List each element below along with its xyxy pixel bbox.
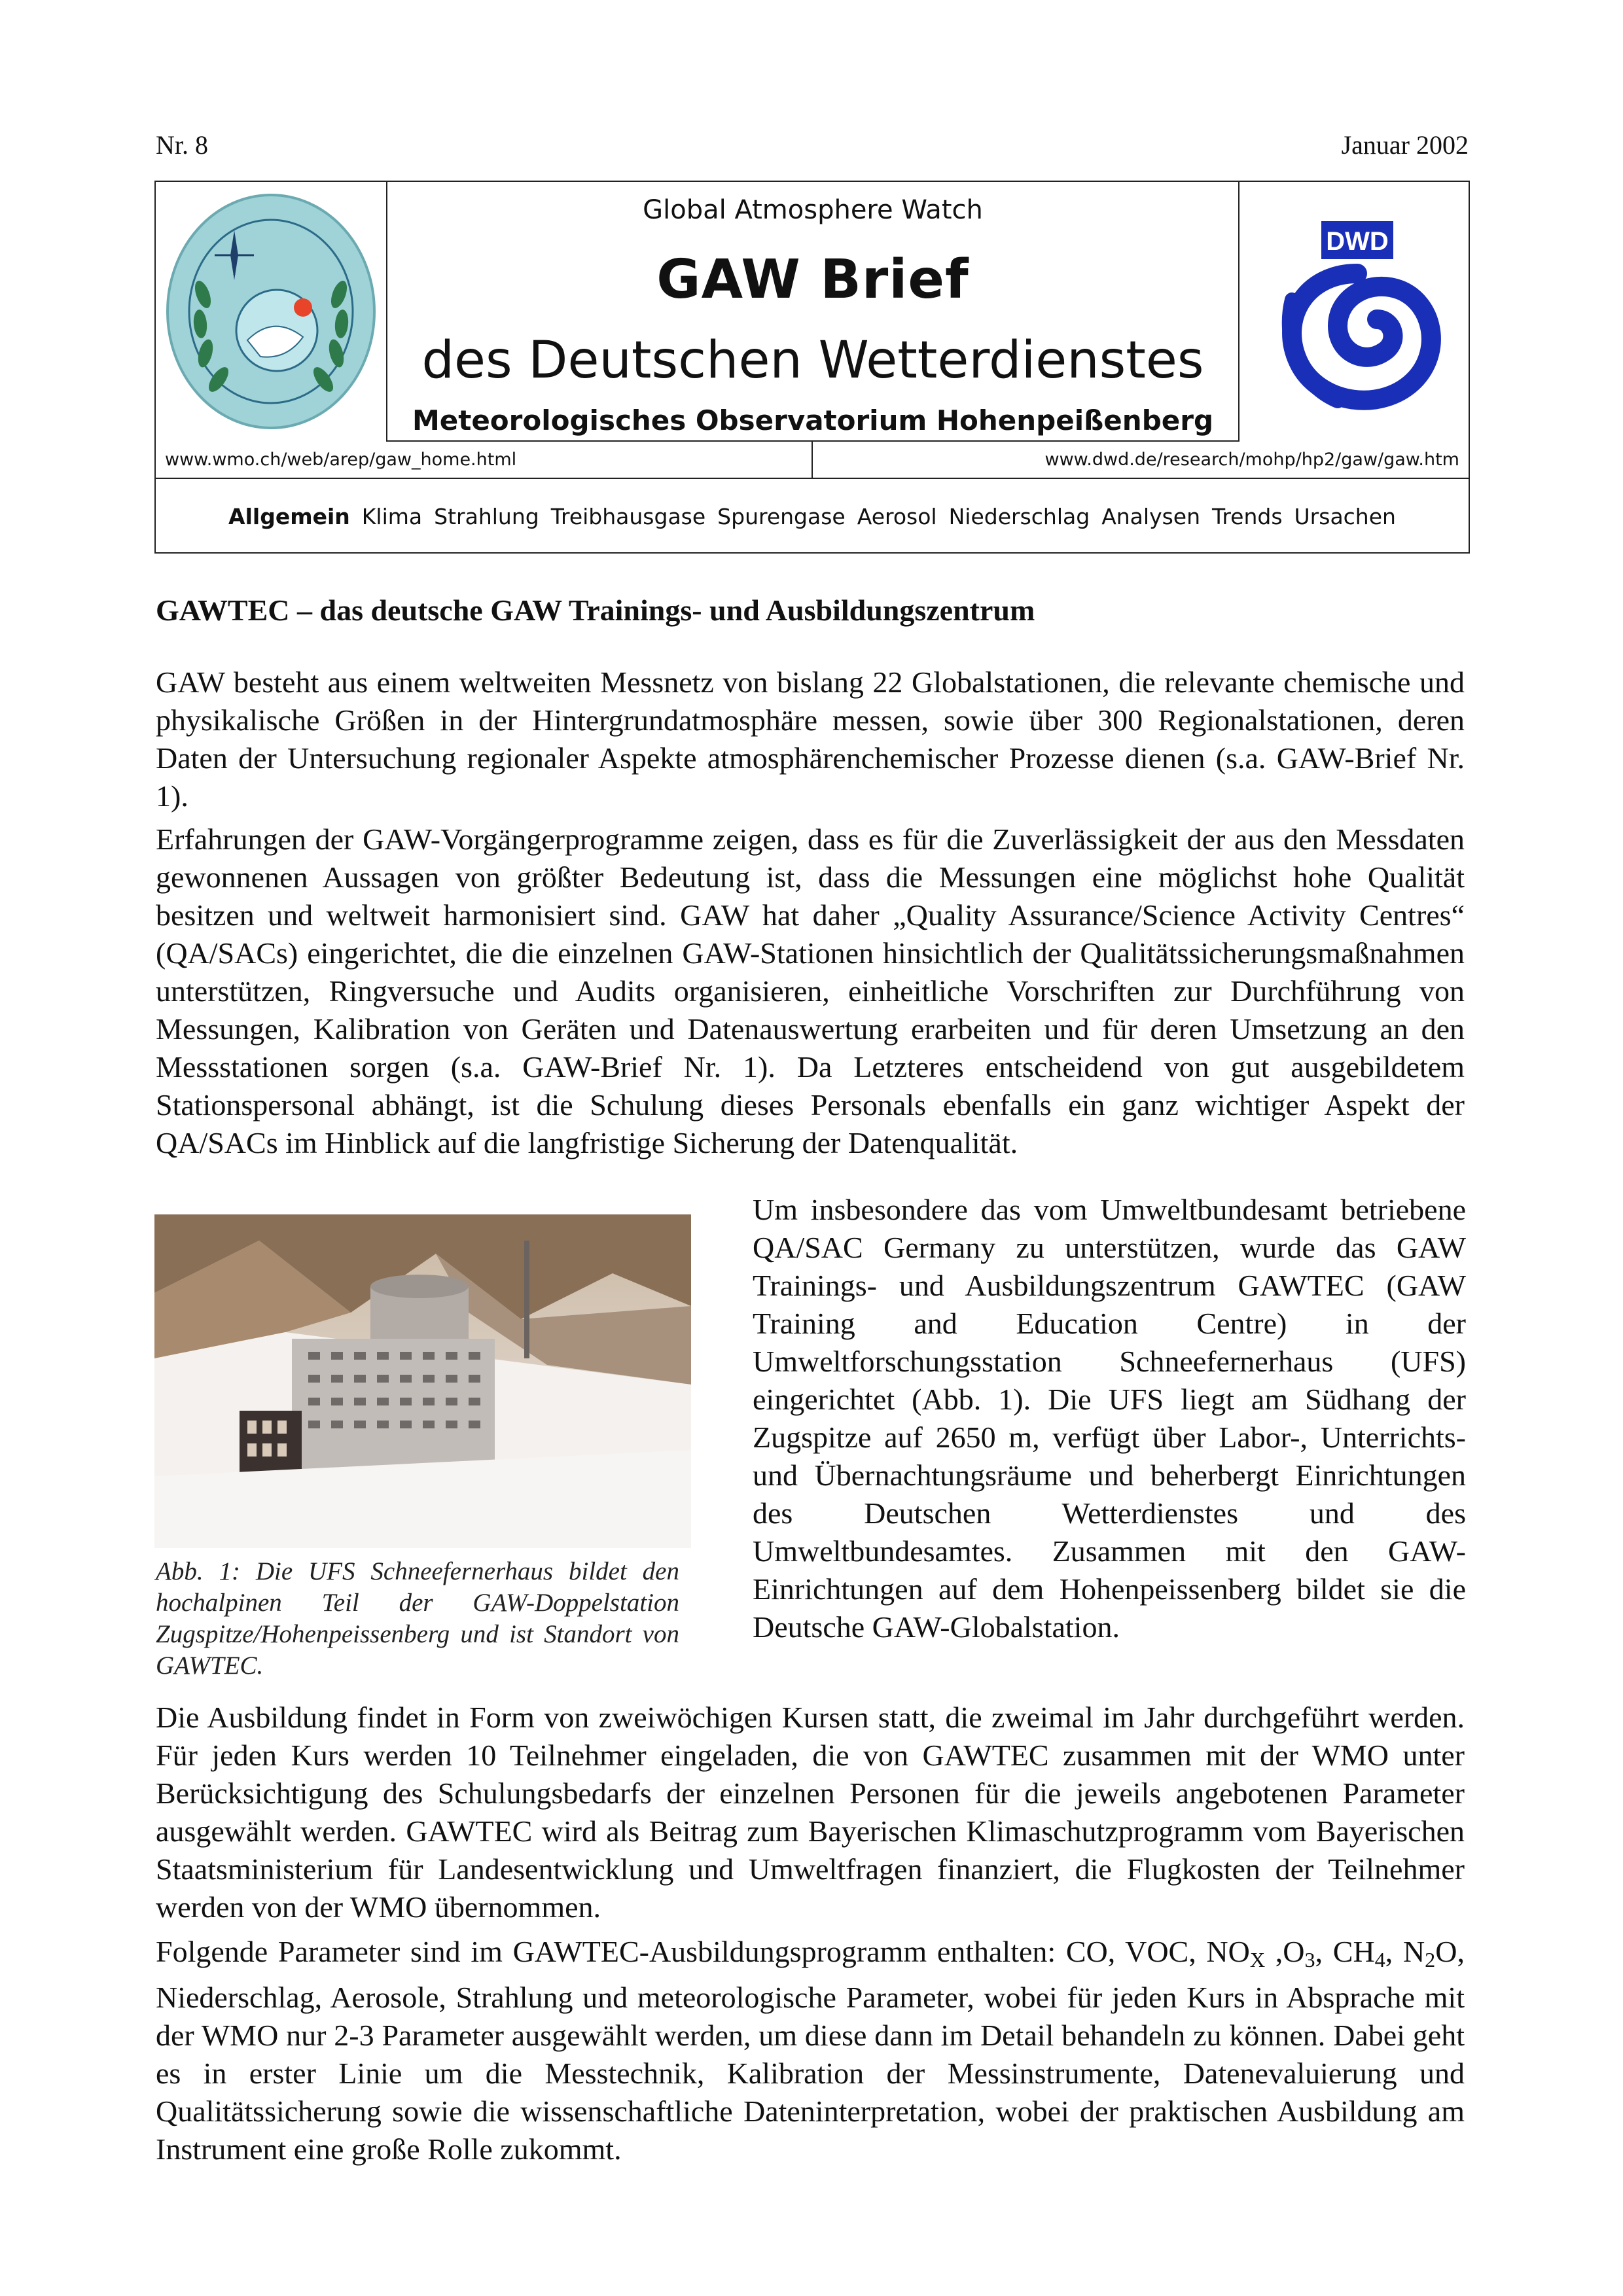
para4-text-c: , CH	[1315, 1935, 1375, 1968]
article-paragraph-4	[156, 1933, 1465, 2168]
n2o-subscript: 2	[1425, 1948, 1436, 1972]
dwd-url-link[interactable]: www.dwd.de/research/mohp/hp2/gaw/gaw.htm	[1044, 450, 1459, 470]
dwd-logo	[1253, 221, 1462, 424]
masthead-title-block	[386, 182, 1240, 442]
para4-text-b: ,O	[1265, 1935, 1305, 1968]
para4-text-e: O, Niederschlag, Aerosole, Strahlung und meteorologische Parameter, wobei für jeden Kurs in Absprache mit der WMO nur 2-3 Parameter ausgewählt werden, um diese dann im Detail behandeln zu können. Dabei geht es in erster Linie um die Messtechnik, Kalibration der Messinstrumente, Datenevaluierung und Qualitätssicherung sowie die wissenschaftliche Dateninterpretation, wobei der praktischen Ausbildung am Instrument eine große Rolle zukommt.	[156, 1935, 1465, 2166]
masthead-title: GAW Brief	[656, 249, 969, 311]
nox-subscript: X	[1249, 1948, 1266, 1972]
issue-number: Nr. 8	[156, 130, 208, 160]
topics-nav	[156, 479, 1469, 554]
issue-date: Januar 2002	[1341, 130, 1469, 160]
topic-allgemein[interactable]: Allgemein	[228, 503, 350, 529]
wmo-gaw-logo	[162, 190, 380, 433]
topic-treibhausgase[interactable]: Treibhausgase	[550, 503, 706, 529]
topic-strahlung[interactable]: Strahlung	[434, 503, 539, 529]
o3-subscript: 3	[1304, 1948, 1315, 1972]
masthead-subtitle: des Deutschen Wetterdienstes	[421, 331, 1204, 390]
dwd-logo-text: DWD	[1326, 227, 1389, 256]
topic-ursachen[interactable]: Ursachen	[1294, 503, 1396, 529]
ch4-subscript: 4	[1374, 1948, 1385, 1972]
article-paragraph-3: Die Ausbildung findet in Form von zweiwöchigen Kursen statt, die zweimal im Jahr durchgeführt werden. Für jeden Kurs werden 10 Teilnehmer eingeladen, die von GAWTEC zusammen mit der WMO unter Berücksichtigung des Schulungsbedarfs der einzelnen Personen für die jeweils angebotenen Parameter ausgewählt werden. GAWTEC wird als Beitrag zum Bayerischen Klimaschutzprogramm vom Bayerischen Staatsministerium für Landesentwicklung und Umweltfragen finanziert, die Flugkosten der Teilnehmer werden von der WMO übernommen.	[156, 1701, 1465, 1924]
masthead	[154, 181, 1470, 554]
article-headline: GAWTEC – das deutsche GAW Trainings- und Ausbildungszentrum	[156, 593, 1035, 627]
article-paragraph-1: GAW besteht aus einem weltweiten Messnetz von bislang 22 Globalstationen, die relevante chemische und physikalische Größen in der Hintergrundatmosphäre messen, sowie über 300 Regionalstationen, deren Daten der Untersuchung regionaler Aspekte atmosphärenchemischer Prozesse dienen (s.a. GAW-Brief Nr. 1).	[156, 665, 1465, 813]
topic-niederschlag[interactable]: Niederschlag	[948, 503, 1090, 529]
topic-klima[interactable]: Klima	[361, 503, 423, 529]
wmo-url-link[interactable]: www.wmo.ch/web/arep/gaw_home.html	[165, 450, 517, 470]
topic-analysen[interactable]: Analysen	[1101, 503, 1201, 529]
topic-aerosol[interactable]: Aerosol	[857, 503, 937, 529]
photo-caption: Abb. 1: Die UFS Schneefernerhaus bildet den hochalpinen Teil der GAW-Doppelstation Zugspitze/Hohenpeissenberg und ist Standort von GAWTEC.	[156, 1557, 679, 1680]
topic-trends[interactable]: Trends	[1212, 503, 1283, 529]
article-paragraph-right: Um insbesondere das vom Umweltbundesamt betriebene QA/SAC Germany zu unterstützen, wurde das GAW Trainings- und Ausbildungszentrum GAWTEC (GAW Training and Education Centre) in der Umweltforschungsstation Schneefernerhaus (UFS) eingerichtet (Abb. 1). Die UFS liegt am Südhang der Zugspitze auf 2650 m, verfügt über Labor-, Unterrichts- und Übernachtungsräume und beherbergt Einrichtungen des Deutschen Wetterdienstes und des Umweltbundesamtes. Zusammen mit den GAW-Einrichtungen auf dem Hohenpeissenberg bildet sie die Deutsche GAW-Globalstation.	[753, 1193, 1466, 1644]
masthead-kicker: Global Atmosphere Watch	[643, 195, 983, 225]
topic-spurengase[interactable]: Spurengase	[717, 503, 846, 529]
article-paragraph-2: Erfahrungen der GAW-Vorgängerprogramme zeigen, dass es für die Zuverlässigkeit der aus den Messdaten gewonnenen Aussagen von größter Bedeutung ist, dass die Messungen eine möglichst hohe Qualität besitzen und weltweit harmonisiert sind. GAW hat daher „Quality Assurance/Science Activity Centres“ (QA/SACs) eingerichtet, die die einzelnen GAW-Stationen hinsichtlich der Qualitätssicherungsmaßnahmen unterstützen, Ringversuche und Audits organisieren, einheitliche Vorschriften zur Durchführung von Messungen, Kalibration von Geräten und Datenauswertung erarbeiten und für deren Umsetzung an den Messstationen sorgen (s.a. GAW-Brief Nr. 1). Da Letzteres entscheidend von gut ausgebildetem Stationspersonal abhängt, ist die Schulung dieses Personals ebenfalls ein ganz wichtiger Aspekt der QA/SACs im Hinblick auf die langfristige Sicherung der Datenqualität.	[156, 822, 1465, 1159]
url-divider	[812, 442, 813, 479]
url-row	[156, 442, 1469, 479]
schneefernerhaus-photo	[154, 1214, 691, 1548]
masthead-observatory: Meteorologisches Observatorium Hohenpeißenberg	[412, 404, 1214, 436]
para4-text-a: Folgende Parameter sind im GAWTEC-Ausbildungsprogramm enthalten: CO, VOC, NO	[156, 1935, 1250, 1968]
para4-text-d: , N	[1385, 1935, 1425, 1968]
